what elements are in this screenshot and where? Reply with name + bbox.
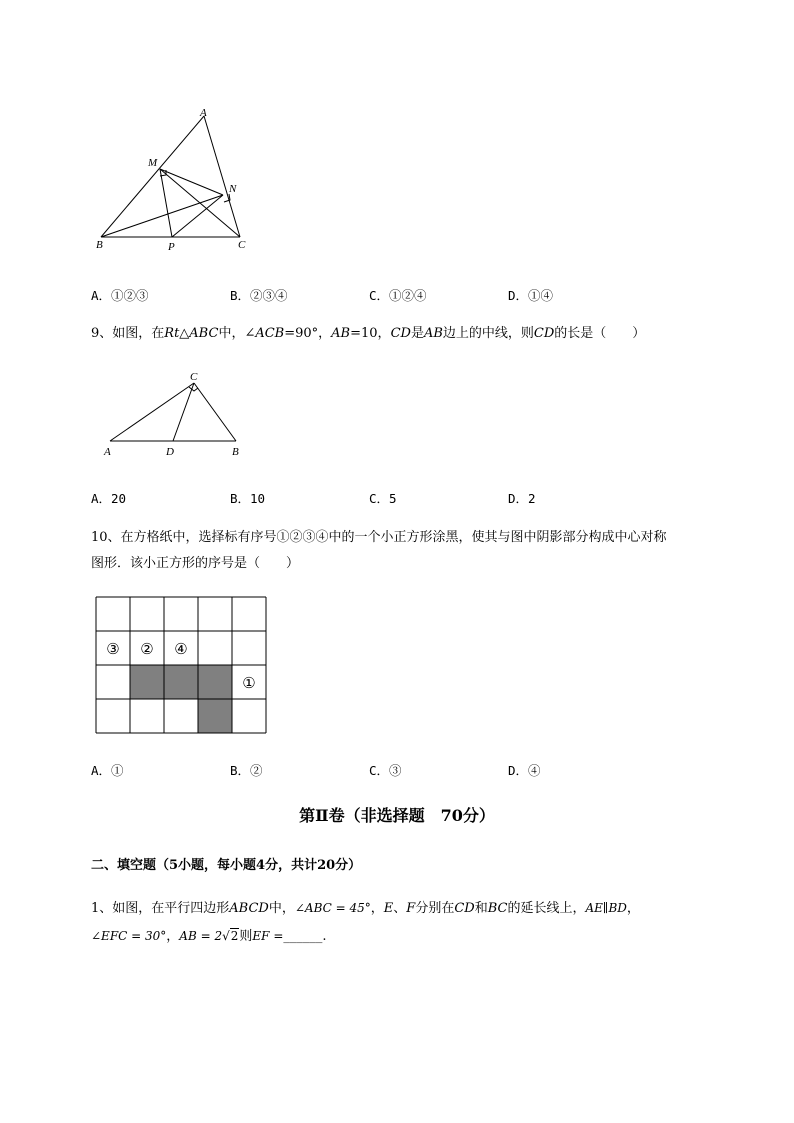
label-b: B: [96, 239, 103, 251]
q1-text: ，: [166, 929, 180, 944]
q9-cd: CD: [390, 326, 411, 341]
q9-text: 边上的中线，则: [442, 326, 534, 341]
q1-text: 中，: [268, 901, 295, 916]
q9-ab: AB: [331, 326, 351, 341]
q9-option-c: [369, 489, 397, 507]
option-text: ②③④: [250, 288, 288, 303]
q1-text: ，: [626, 901, 640, 916]
q8-option-b: [230, 286, 288, 304]
option-text: ④: [528, 763, 541, 778]
q9-angle: ∠ACB: [244, 326, 285, 341]
grid-lines: [96, 597, 266, 733]
q1-text: 则: [239, 929, 253, 944]
q9-cd: CD: [533, 326, 555, 341]
shaded-cell: [130, 665, 164, 699]
q1-ab: AB = 2: [179, 929, 223, 943]
label-c: C: [238, 239, 246, 251]
label-c: C: [190, 371, 198, 383]
option-text: ①④: [528, 288, 554, 303]
q1-text: 的延长线上，: [507, 901, 586, 916]
q10-stem-line2: 图形．该小正方形的序号是（ ）: [91, 556, 300, 571]
option-letter: A．: [91, 491, 112, 506]
q9-text: =90°，: [284, 326, 332, 341]
option-letter: C．: [369, 491, 390, 506]
q1-stem-line1: [91, 902, 640, 915]
q9-text: 是: [410, 326, 424, 341]
q1-cd: CD: [454, 901, 475, 916]
option-text: 20: [111, 491, 127, 506]
q9-option-a: [91, 489, 126, 507]
label-p: P: [168, 241, 175, 253]
q1-abcd: ABCD: [229, 901, 269, 916]
q10-option-c: [369, 761, 402, 779]
option-letter: B．: [230, 763, 251, 778]
section2-title: 二、填空题（5小题，每小题4分，共计20分）: [91, 858, 362, 873]
right-angle-mark-n: [224, 194, 230, 202]
option-letter: D．: [508, 491, 529, 506]
right-angle-mark-c: [189, 387, 198, 391]
q1-ef: EF =: [252, 929, 284, 943]
q9-stem: [91, 327, 645, 340]
q1-text: 、: [393, 901, 407, 916]
q10-grid-figure: [95, 596, 269, 736]
q9-ab: AB: [423, 326, 443, 341]
q10-option-b: [230, 761, 263, 779]
part2-title: 第Ⅱ卷（非选择题 70分）: [299, 806, 495, 825]
q9-option-b: [230, 489, 265, 507]
q10-option-a: [91, 761, 124, 779]
option-text: 10: [250, 491, 266, 506]
cell-label-3: ③: [106, 642, 120, 658]
q1-parallel: AE∥BD: [585, 901, 627, 915]
option-letter: D．: [508, 288, 529, 303]
shaded-cell: [198, 699, 232, 733]
q1-prefix: 1、如图，在平行四边形: [91, 901, 230, 916]
q9-rt: Rt: [164, 326, 180, 341]
label-m: M: [148, 157, 158, 169]
segment-cd: [173, 383, 194, 441]
segment-ac: [110, 383, 194, 441]
q1-text: 分别在: [415, 901, 455, 916]
q8-option-d: [508, 286, 553, 304]
q10-stem-line1: 10、在方格纸中，选择标有序号①②③④中的一个小正方形涂黑，使其与图中阴影部分构成中心对称: [91, 530, 667, 545]
option-letter: B．: [230, 491, 251, 506]
option-letter: B．: [230, 288, 251, 303]
option-letter: A．: [91, 288, 112, 303]
cell-label-4: ④: [174, 642, 188, 658]
option-text: ②: [250, 763, 263, 778]
q8-option-a: [91, 286, 149, 304]
q9-prefix: 9、如图，在: [91, 326, 165, 341]
q1-answer-blank[interactable]: ______: [283, 929, 323, 944]
shaded-cell: [198, 665, 232, 699]
side-ac: [204, 116, 240, 237]
q9-text: =10，: [350, 326, 391, 341]
segment-cb: [194, 383, 236, 441]
option-text: 5: [389, 491, 397, 506]
option-letter: C．: [369, 763, 390, 778]
q1-bc: BC: [487, 901, 508, 916]
shaded-cell: [164, 665, 198, 699]
label-d: D: [166, 446, 174, 458]
q9-triangle: △ABC: [179, 326, 219, 341]
q8-option-c: [369, 286, 427, 304]
q1-stem-line2: ∠EFC = 30°，AB = 2√2则EF =______.: [91, 929, 327, 944]
option-text: ①: [111, 763, 124, 778]
option-text: 2: [528, 491, 536, 506]
q1-text: 和: [474, 901, 488, 916]
option-text: ①②③: [111, 288, 149, 303]
label-a: A: [104, 446, 111, 458]
cell-label-1: ①: [242, 676, 256, 692]
q1-e: E: [383, 901, 394, 916]
q1-f: F: [406, 901, 416, 916]
option-letter: A．: [91, 763, 112, 778]
q1-angle-efc: ∠EFC = 30°: [91, 929, 167, 943]
label-n: N: [229, 183, 237, 195]
option-letter: C．: [369, 288, 390, 303]
q9-text: 中，: [218, 326, 245, 341]
q9-triangle-figure: [100, 365, 250, 460]
q1-text: ，: [370, 901, 384, 916]
option-text: ①②④: [389, 288, 427, 303]
option-letter: D．: [508, 763, 529, 778]
label-b: B: [232, 446, 239, 458]
option-text: ③: [389, 763, 402, 778]
q9-suffix: 的长是（ ）: [554, 326, 646, 341]
q8-triangle-figure: [88, 100, 258, 260]
label-a: A: [200, 107, 207, 119]
q1-angle-abc: ∠ABC = 45°: [294, 901, 371, 915]
segment-mp: [160, 169, 172, 237]
cell-label-2: ②: [140, 642, 154, 658]
segment-mn: [160, 169, 223, 195]
q1-text: .: [322, 929, 327, 944]
q9-option-d: [508, 489, 536, 507]
q1-sqrt-arg: 2: [230, 929, 239, 943]
q10-option-d: [508, 761, 541, 779]
